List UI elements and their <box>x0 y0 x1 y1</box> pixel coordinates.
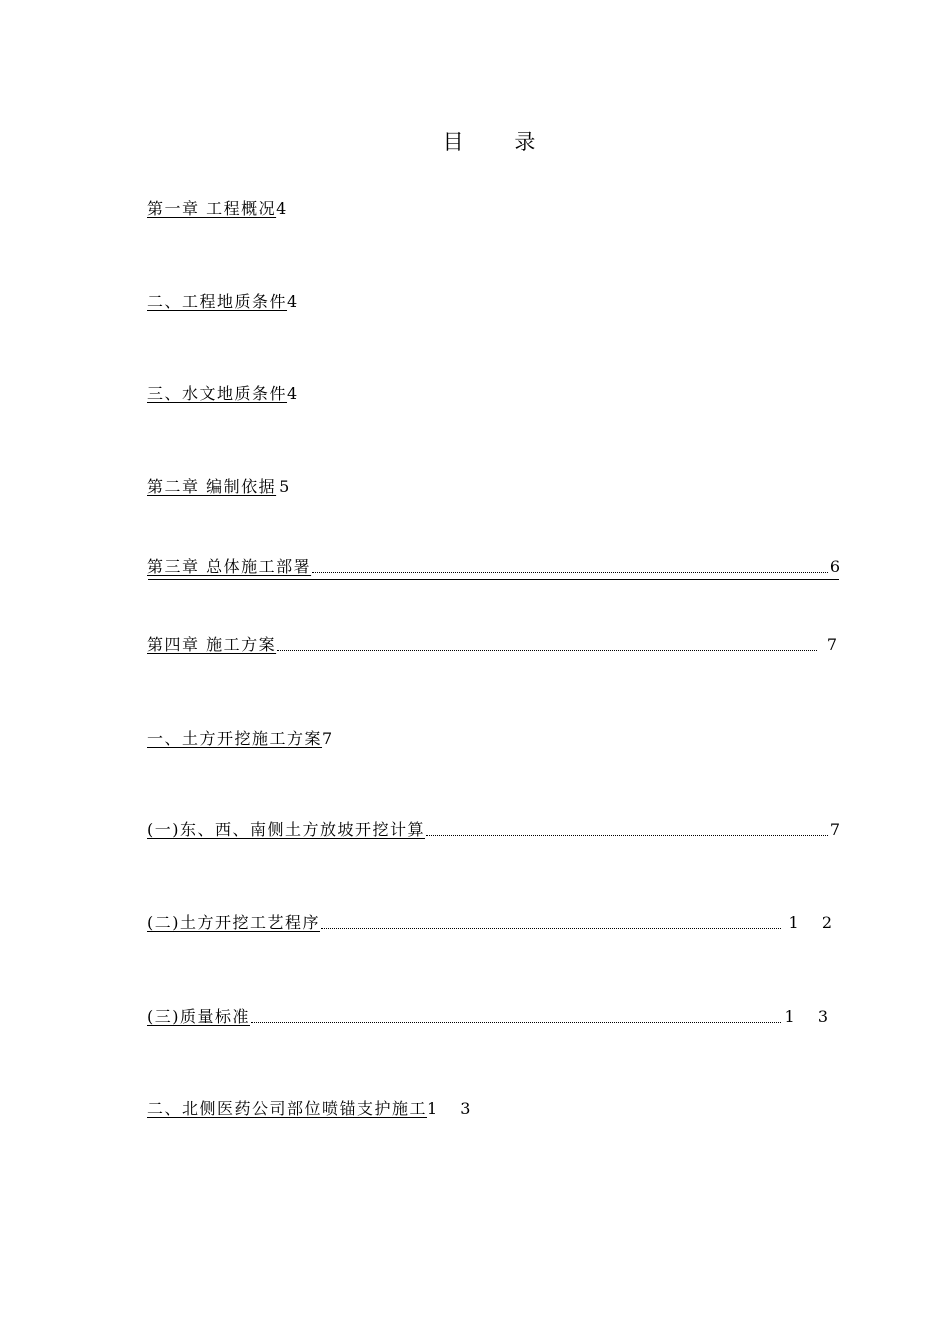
toc-entry-chapter-4[interactable] <box>147 633 837 657</box>
toc-entry-label: 二、工程地质条件 <box>147 292 288 311</box>
toc-dot-leader <box>251 1022 781 1023</box>
toc-entry-label: 第二章 编制依据 <box>147 477 277 496</box>
toc-entry-chapter-2[interactable] <box>147 475 289 499</box>
toc-entry-label: 二、北侧医药公司部位喷锚支护施工 <box>147 1099 428 1118</box>
toc-entry-page: 7 <box>829 820 840 839</box>
toc-entry-label: (二)土方开挖工艺程序 <box>147 913 320 932</box>
toc-entry-label: (三)质量标准 <box>147 1007 250 1026</box>
toc-entry-chapter-3[interactable] <box>147 555 840 579</box>
toc-entry-page: 1 2 <box>788 913 841 932</box>
toc-entry-label: 一、土方开挖施工方案 <box>147 729 323 748</box>
toc-entry-page: 1 3 <box>427 1099 480 1118</box>
toc-entry-geology[interactable] <box>147 290 297 314</box>
toc-entry-label: 第四章 施工方案 <box>147 635 277 654</box>
toc-entry-chapter-1[interactable] <box>147 197 286 221</box>
toc-dot-leader <box>312 572 828 573</box>
toc-entry-label: 三、水文地质条件 <box>147 384 288 403</box>
toc-entry-hydrogeology[interactable] <box>147 382 297 406</box>
toc-entry-slope-calculation[interactable] <box>147 818 840 842</box>
toc-dot-leader <box>277 650 817 651</box>
toc-entry-page: 4 <box>287 292 298 311</box>
toc-dot-leader <box>426 835 828 836</box>
toc-entry-label: 第三章 总体施工部署 <box>147 557 312 576</box>
toc-entry-page: 5 <box>279 477 290 496</box>
toc-entry-page: 4 <box>276 199 287 218</box>
toc-entry-page: 7 <box>322 729 333 748</box>
toc-entry-label: (一)东、西、南侧土方放坡开挖计算 <box>147 820 425 839</box>
toc-entry-excavation-procedure[interactable] <box>147 911 841 935</box>
toc-entry-shotcrete-anchor[interactable] <box>147 1097 479 1121</box>
toc-entry-page: 1 3 <box>784 1007 837 1026</box>
toc-title: 目 录 <box>442 130 558 154</box>
toc-entry-page: 6 <box>829 557 840 576</box>
toc-entry-excavation-plan[interactable] <box>147 727 332 751</box>
toc-entry-page: 7 <box>826 635 837 654</box>
toc-entry-label: 第一章 工程概况 <box>147 199 277 218</box>
toc-dot-leader <box>321 928 781 929</box>
toc-entry-page: 4 <box>287 384 298 403</box>
toc-entry-quality-standard[interactable] <box>147 1005 837 1029</box>
